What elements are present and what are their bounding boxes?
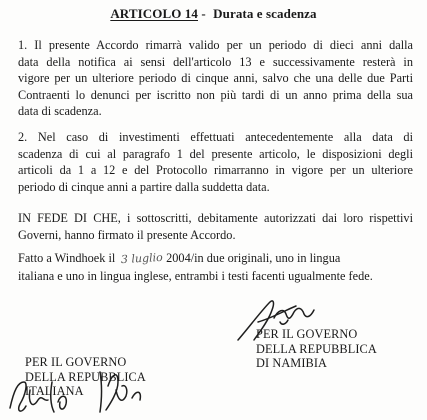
signature-block-namibia [256,327,377,371]
paragraph-3 [18,210,413,243]
signature-line: DELLA REPUBBLICA [256,341,377,356]
paragraph-3-line: Governi, hanno firmato il presente Accordo. [18,227,236,242]
article-heading [0,6,427,22]
signature-block-italy [25,355,146,399]
paragraph-2-line: scadenza di cui al paragrafo 1 del presente articolo, le disposizioni degli [18,146,413,161]
paragraph-2 [18,129,413,195]
paragraph-1 [18,37,413,120]
signature-line: PER IL GOVERNO [256,327,358,341]
paragraph-2-line: 2. Nel caso di investimenti effettuati antecedentemente alla data di [18,130,413,144]
paragraph-3-line: IN FEDE DI CHE, i sottoscritti, debitamente autorizzati dai loro rispettivi [18,211,413,225]
article-title: ARTICOLO 14 [110,6,198,21]
paragraph-4-line-1: Fatto a Windhoek il 3 luglio 2004/in due originali, uno in lingua [18,250,413,268]
place-text: Fatto a Windhoek il [18,251,116,265]
signature-line: ITALIANA [25,384,84,399]
paragraph-2-line: periodo di cinque anni a partire dalla suddetta data. [18,179,270,194]
paragraph-4-line-2: italiana e uno in lingua inglese, entrambi i testi facenti ugualmente fede. [18,268,373,283]
signature-line: DI NAMIBIA [256,356,328,371]
paragraph-1-line: data di scadenza. [18,104,102,119]
article-title-separator: - [198,6,210,21]
paragraph-1-line: vigore per un ulteriore periodo di cinque anni, salvo che una delle due Parti [18,71,413,86]
signature-line: PER IL GOVERNO [25,355,127,369]
handwritten-date: 3 luglio [120,250,164,267]
article-subtitle: Durata e scadenza [213,6,317,21]
paragraph-1-line: 1. Il presente Accordo rimarrà valido per un periodo di dieci anni dalla [18,38,413,52]
signature-line: DELLA REPUBBLICA [25,369,146,384]
paragraph-4 [18,250,413,284]
paragraph-1-line: Contraenti lo denunci per iscritto non più tardi di un anno prima della sua [18,87,413,102]
place-suffix-text: in due originali, uno in lingua [194,251,341,265]
paragraph-2-line: articoli da 1 a 12 e del Protocollo rimarranno in vigore per un ulteriore [18,163,413,178]
paragraph-1-line: data della notifica ai sensi dell'articolo 13 e successivamente resterà in [18,54,413,69]
year-text: 2004 [166,251,191,265]
